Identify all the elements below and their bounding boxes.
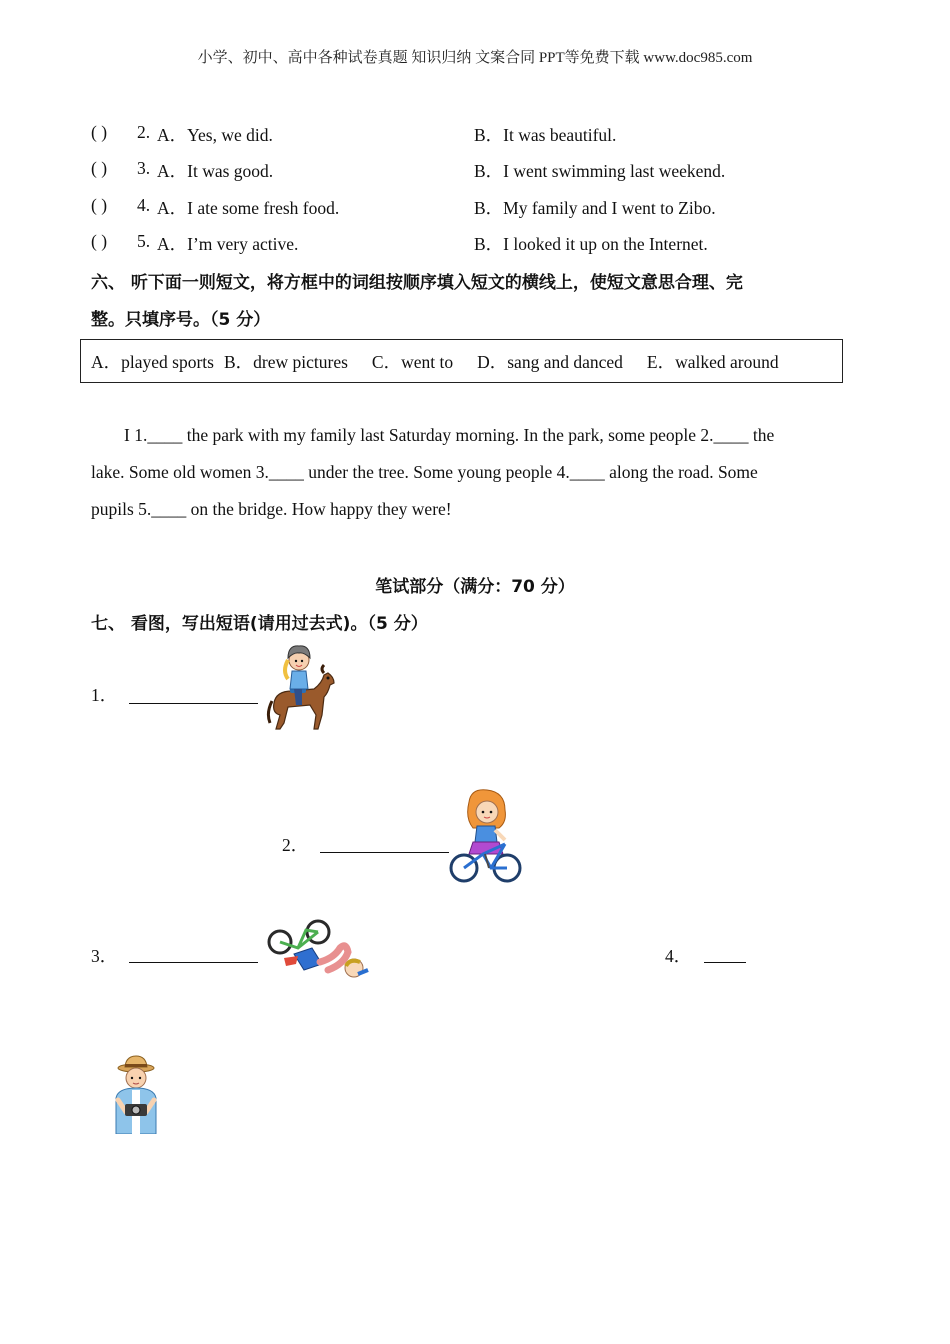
- picture-item-3-label: 3．: [91, 946, 118, 966]
- item-5-paren: ( ): [91, 231, 108, 251]
- section-6-title-line1: 六、 听下面一则短文，将方框中的词组按顺序填入短文的横线上，使短文意思合理、完: [91, 273, 743, 293]
- item-3-number: 3.: [137, 158, 151, 178]
- passage-line-2: lake. Some old women 3.____ under the tree. Some young people 4.____ along the road. Some: [91, 462, 758, 482]
- item-4-option-a: A．I ate some fresh food.: [157, 198, 340, 218]
- item-2-number: 2.: [137, 122, 151, 142]
- picture-item-2-answer-line[interactable]: [320, 852, 449, 853]
- word-options-box: [80, 339, 843, 383]
- picture-item-2-label: 2．: [282, 835, 309, 855]
- picture-item-1-answer-line[interactable]: [129, 703, 258, 704]
- item-3-option-b: B．I went swimming last weekend.: [474, 161, 726, 181]
- word-option-b: B．drew pictures: [223, 351, 348, 372]
- picture-item-4-answer-line[interactable]: [704, 962, 746, 963]
- boy-falling-off-bike-icon: [264, 918, 372, 982]
- item-4-paren: ( ): [91, 195, 108, 215]
- item-5-option-b: B．I looked it up on the Internet.: [474, 234, 708, 254]
- item-3-option-a: A．It was good.: [157, 161, 274, 181]
- picture-item-3-answer-line[interactable]: [129, 962, 258, 963]
- item-5-number: 5.: [137, 231, 151, 251]
- man-taking-photo-icon: [108, 1054, 164, 1134]
- item-5-option-a: A．I’m very active.: [157, 234, 299, 254]
- word-option-a: A．played sports: [91, 351, 214, 372]
- picture-item-4-label: 4．: [665, 946, 692, 966]
- written-part-title: 笔试部分（满分：70 分）: [375, 577, 575, 597]
- word-option-e: E．walked around: [646, 351, 779, 372]
- girl-riding-horse-icon: [266, 643, 338, 731]
- girl-riding-bike-icon: [447, 788, 523, 884]
- item-3-paren: ( ): [91, 158, 108, 178]
- section-7-title: 七、 看图，写出短语(请用过去式)。（5 分）: [91, 614, 428, 634]
- passage-line-1: I 1.____ the park with my family last Saturday morning. In the park, some people 2.____ the: [124, 425, 775, 445]
- item-2-option-a: A．Yes, we did.: [157, 125, 273, 145]
- item-4-option-b: B．My family and I went to Zibo.: [474, 198, 716, 218]
- passage-line-3: pupils 5.____ on the bridge. How happy they were!: [91, 499, 452, 519]
- word-option-c: C．went to: [371, 351, 454, 372]
- item-2-paren: ( ): [91, 122, 108, 142]
- word-option-d: D．sang and danced: [477, 351, 623, 372]
- item-4-number: 4.: [137, 195, 151, 215]
- page-header: 小学、初中、高中各种试卷真题 知识归纳 文案合同 PPT等免费下载 www.doc985.com: [197, 50, 753, 66]
- picture-item-1-label: 1．: [91, 685, 118, 705]
- item-2-option-b: B．It was beautiful.: [474, 125, 617, 145]
- section-6-title-line2: 整。只填序号。（5 分）: [91, 310, 271, 330]
